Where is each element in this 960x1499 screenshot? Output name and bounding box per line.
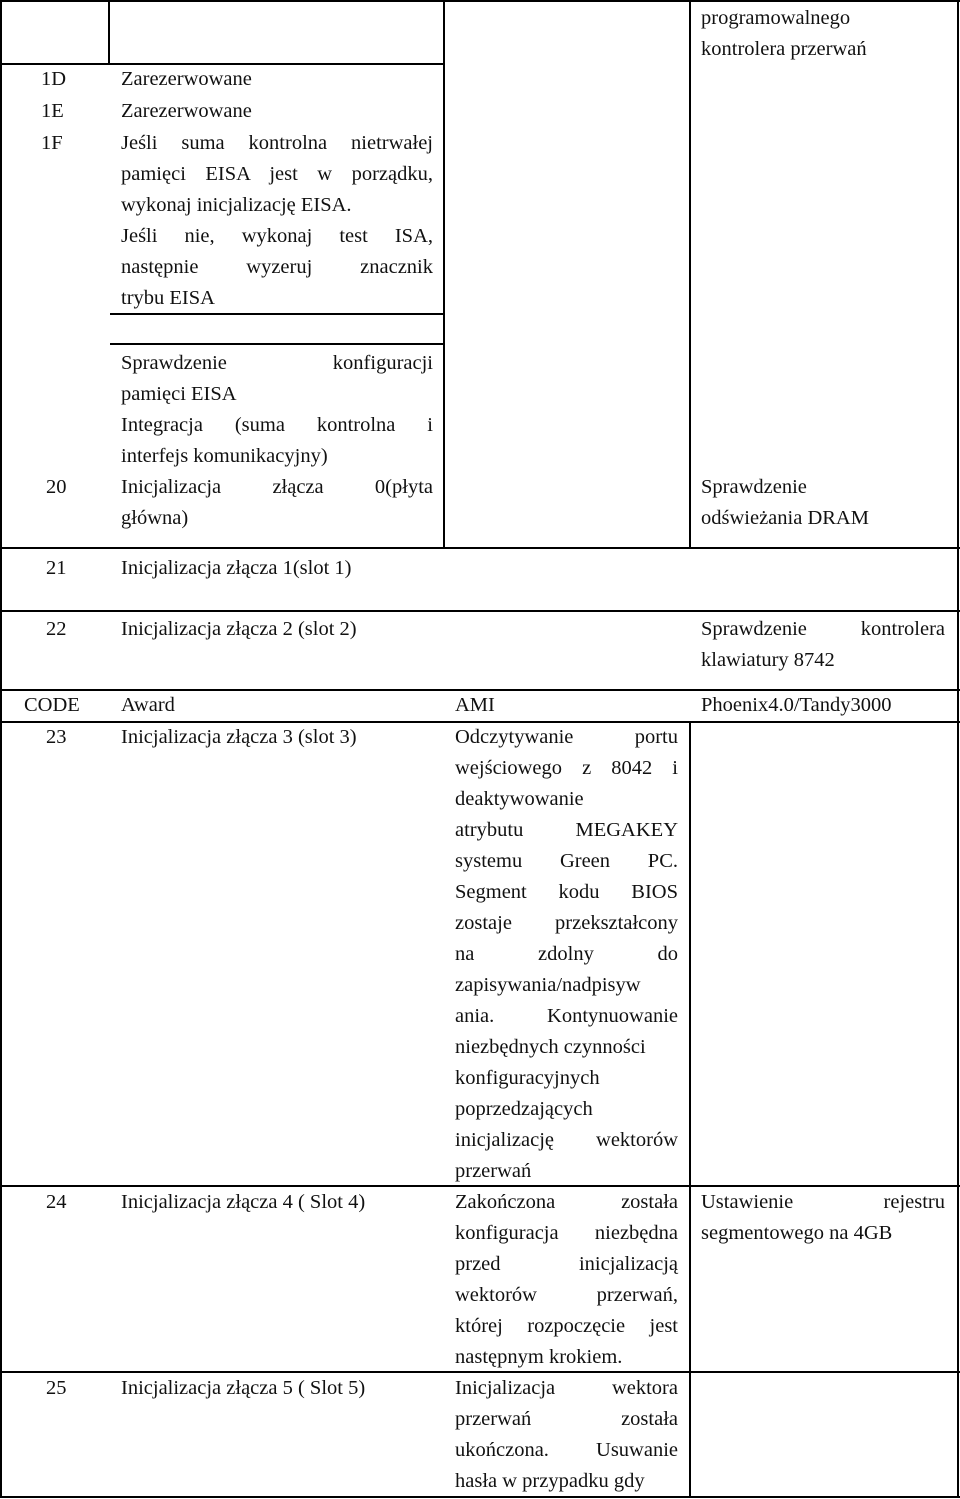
text-line: przerwań została — [455, 1408, 678, 1430]
text-line: ukończona. Usuwanie — [455, 1439, 678, 1461]
phoenix-cell-24 — [701, 1187, 945, 1249]
text-line: wejściowego z 8042 i — [455, 757, 678, 779]
award-cell-23: Inicjalizacja złącza 3 (slot 3) — [121, 726, 357, 748]
text-line: przerwań — [455, 1160, 532, 1182]
row-divider-blank-bottom — [110, 343, 443, 345]
ami-cell-25 — [455, 1373, 678, 1497]
code-cell-22: 22 — [46, 618, 67, 640]
header-code: CODE — [24, 694, 80, 716]
col-divider-ami-phoenix-top — [689, 0, 691, 548]
text-line: pamięci EISA jest w porządku, — [121, 163, 433, 185]
row-divider-22 — [0, 610, 960, 612]
award-cell-20-pre — [121, 348, 433, 472]
text-line: segmentowego na 4GB — [701, 1222, 893, 1244]
text-line: zapisywania/nadpisyw — [455, 974, 641, 996]
code-cell-1e: 1E — [41, 100, 64, 122]
header-ami: AMI — [455, 694, 495, 716]
text-line: Segment kodu BIOS — [455, 881, 678, 903]
code-cell-1f: 1F — [41, 132, 63, 154]
text-line: konfiguracyjnych — [455, 1067, 600, 1089]
col-divider-ami-phoenix-lower — [689, 722, 691, 1498]
phoenix-cell-22 — [701, 614, 945, 676]
ami-cell-23 — [455, 722, 678, 1187]
ami-cell-24 — [455, 1187, 678, 1373]
code-cell-20: 20 — [46, 476, 67, 498]
text-line: Jeśli suma kontrolna nietrwałej — [121, 132, 433, 154]
text-line: Odczytywanie portu — [455, 726, 678, 748]
phoenix-cell-r0 — [701, 3, 945, 65]
text-line: odświeżania DRAM — [701, 507, 869, 529]
text-line: przed inicjalizacją — [455, 1253, 678, 1275]
code-cell-21: 21 — [46, 557, 67, 579]
left-border — [0, 0, 2, 1498]
award-cell-21: Inicjalizacja złącza 1(slot 1) — [121, 557, 352, 579]
header-phoenix: Phoenix4.0/Tandy3000 — [701, 694, 892, 716]
text-line: następnie wyzeruj znacznik — [121, 256, 433, 278]
award-cell-1d: Zarezerwowane — [121, 68, 252, 90]
text-line: Zakończona została — [455, 1191, 678, 1213]
text-line: Inicjalizacja złącza 0(płyta — [121, 476, 433, 498]
text-line: ania. Kontynuowanie — [455, 1005, 678, 1027]
text-line: zostaje przekształcony — [455, 912, 678, 934]
award-cell-24: Inicjalizacja złącza 4 ( Slot 4) — [121, 1191, 366, 1213]
award-cell-25: Inicjalizacja złącza 5 ( Slot 5) — [121, 1377, 366, 1399]
col-divider-award-ami — [443, 0, 445, 548]
header-award: Award — [121, 694, 175, 716]
code-cell-24: 24 — [46, 1191, 67, 1213]
text-line: kontrolera przerwań — [701, 38, 867, 60]
text-line: na zdolny do — [455, 943, 678, 965]
text-line: której rozpoczęcie jest — [455, 1315, 678, 1337]
text-line: inicjalizację wektorów — [455, 1129, 678, 1151]
text-line: systemu Green PC. — [455, 850, 678, 872]
text-line: konfiguracja niezbędna — [455, 1222, 678, 1244]
text-line: deaktywowanie — [455, 788, 584, 810]
text-line: poprzedzających — [455, 1098, 593, 1120]
text-line: klawiatury 8742 — [701, 649, 835, 671]
text-line: następnym krokiem. — [455, 1346, 623, 1368]
right-border — [957, 0, 959, 1498]
text-line: Ustawienie rejestru — [701, 1191, 945, 1213]
text-line: Jeśli nie, wykonaj test ISA, — [121, 225, 433, 247]
text-line: pamięci EISA — [121, 383, 237, 405]
text-line: niezbędnych czynności — [455, 1036, 646, 1058]
text-line: Sprawdzenie — [701, 476, 807, 498]
award-cell-1e: Zarezerwowane — [121, 100, 252, 122]
col-divider-code — [108, 0, 110, 64]
text-line: Integracja (suma kontrolna i — [121, 414, 433, 436]
award-cell-22: Inicjalizacja złącza 2 (slot 2) — [121, 618, 357, 640]
text-line: wykonaj inicjalizację EISA. — [121, 194, 352, 216]
text-line: interfejs komunikacyjny) — [121, 445, 328, 467]
award-cell-20 — [121, 472, 433, 534]
phoenix-cell-20 — [701, 472, 945, 534]
text-line: atrybutu MEGAKEY — [455, 819, 678, 841]
text-line: główna) — [121, 507, 189, 529]
code-cell-23: 23 — [46, 726, 67, 748]
text-line: programowalnego — [701, 7, 851, 29]
text-line: trybu EISA — [121, 287, 215, 309]
text-line: Sprawdzenie konfiguracji — [121, 352, 433, 374]
text-line: wektorów przerwań, — [455, 1284, 678, 1306]
award-cell-1f — [121, 128, 433, 314]
code-cell-1d: 1D — [41, 68, 67, 90]
row-divider-21 — [0, 547, 960, 549]
text-line: hasła w przypadku gdy — [455, 1470, 645, 1492]
text-line: Sprawdzenie kontrolera — [701, 618, 945, 640]
top-border — [0, 0, 960, 2]
code-cell-25: 25 — [46, 1377, 67, 1399]
text-line: Inicjalizacja wektora — [455, 1377, 678, 1399]
